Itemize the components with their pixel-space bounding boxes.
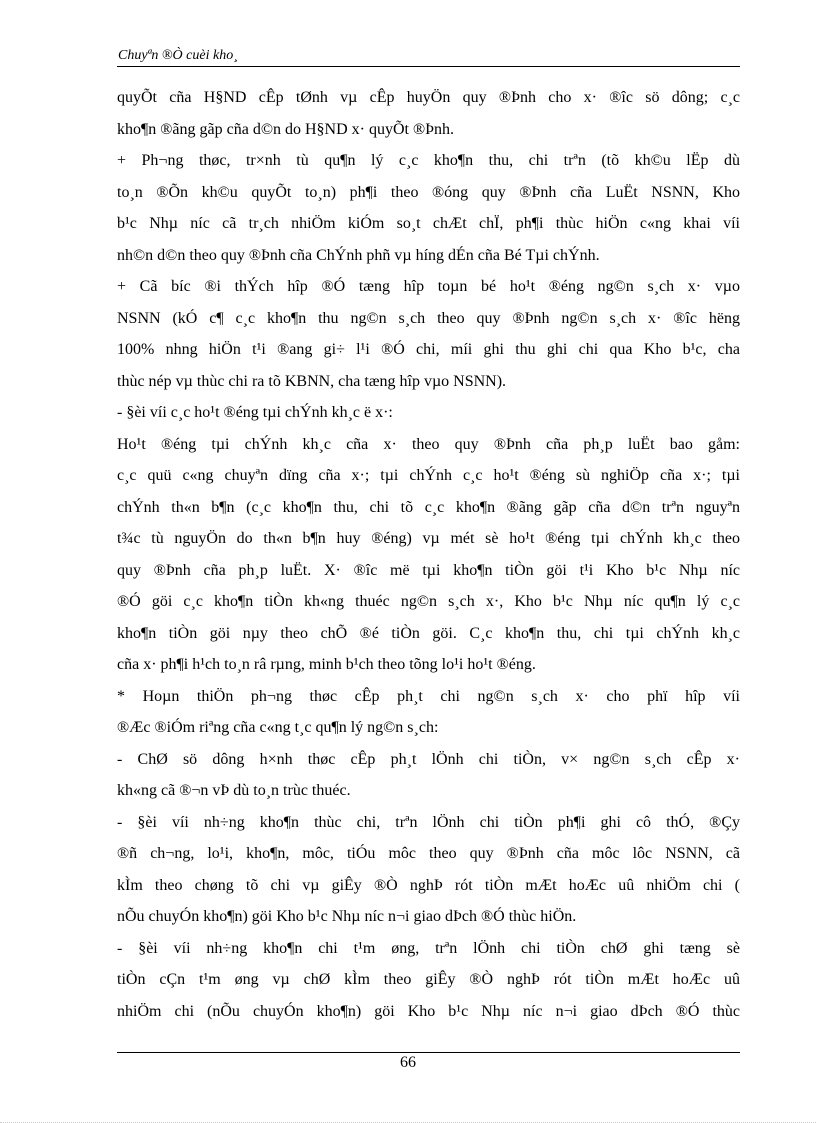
text-line: ®Ó göi c¸c kho¶n tiÒn kh«ng thuéc ng©n s¸ch x·, Kho b¹c Nhµ níc qu¶n lý c¸c <box>117 593 740 610</box>
header-rule <box>117 66 740 67</box>
text-line: quyÕt cña H§ND cÊp tØnh vµ cÊp huyÖn quy ®Þnh cho x· ®îc sö dông; c¸c <box>117 89 740 106</box>
text-line: NSNN (kÓ c¶ c¸c kho¶n thu ng©n s¸ch theo quy ®Þnh ng©n s¸ch x· ®îc hëng <box>117 309 740 327</box>
text-line: - §èi víi nh÷ng kho¶n chi t¹m øng, trªn lÖnh chi tiÒn chØ ghi tæng sè <box>117 939 740 957</box>
text-line: t¾c tù nguyÖn do th«n b¶n huy ®éng) vµ mét sè ho¹t ®éng tµi chÝnh kh¸c theo <box>117 530 740 547</box>
text-line: ®ñ ch¬ng, lo¹i, kho¶n, môc, tiÓu môc theo quy ®Þnh cña môc lôc NSNN, cã <box>117 845 740 862</box>
text-line: Ho¹t ®éng tµi chÝnh kh¸c cña x· theo quy ®Þnh cña ph¸p luËt bao gåm: <box>117 435 740 453</box>
text-line: c¸c quü c«ng chuyªn dïng cña x·; tµi chÝnh c¸c ho¹t ®éng sù nghiÖp cña x·; tµi <box>117 467 740 484</box>
running-header: Chuyªn ®Ò cuèi kho¸ <box>118 48 238 63</box>
text-line: kho¶n tiÒn göi nµy theo chÕ ®é tiÒn göi. C¸c kho¶n thu, chi tµi chÝnh kh¸c <box>117 624 740 642</box>
text-line: nh©n d©n theo quy ®Þnh cña ChÝnh phñ vµ híng dÉn cña Bé Tµi chÝnh. <box>117 246 600 264</box>
text-line: * Hoµn thiÖn ph¬ng thøc cÊp ph¸t chi ng©n s¸ch x· cho phï hîp víi <box>117 687 740 705</box>
page-number: 66 <box>400 1054 416 1071</box>
footer-rule <box>117 1052 740 1053</box>
document-body <box>117 82 740 1027</box>
text-line: kh«ng cã ®¬n vÞ dù to¸n trùc thuéc. <box>117 782 351 799</box>
text-line: thùc nép vµ thùc chi ra tõ KBNN, cha tæng hîp vµo NSNN). <box>117 372 507 390</box>
text-line: cña x· ph¶i h¹ch to¸n râ rµng, minh b¹ch theo tõng lo¹i ho¹t ®éng. <box>117 656 536 673</box>
text-line: to¸n ®Õn kh©u quyÕt to¸n) ph¶i theo ®óng quy ®Þnh cña LuËt NSNN, Kho <box>117 183 740 201</box>
text-line: b¹c Nhµ níc cã tr¸ch nhiÖm kiÓm so¸t chÆt chÏ, ph¶i thùc hiÖn c«ng khai víi <box>117 215 740 232</box>
text-line: + Cã bíc ®i thÝch hîp ®Ó tæng hîp toµn bé ho¹t ®éng ng©n s¸ch x· vµo <box>117 278 740 295</box>
text-line: kho¶n ®ãng gãp cña d©n do H§ND x· quyÕt ®Þnh. <box>117 120 455 138</box>
text-line: chÝnh th«n b¶n (c¸c kho¶n thu, chi tõ c¸c kho¶n ®ãng gãp cña d©n trªn nguyªn <box>117 498 740 516</box>
text-line: ®Æc ®iÓm riªng cña c«ng t¸c qu¶n lý ng©n s¸ch: <box>117 719 439 736</box>
text-line: - ChØ sö dông h×nh thøc cÊp ph¸t lÖnh chi tiÒn, v× ng©n s¸ch cÊp x· <box>117 750 740 768</box>
text-line: 100% nhng hiÖn t¹i ®ang gi÷ l¹i ®Ó chi, míi ghi thu ghi chi qua Kho b¹c, cha <box>117 341 740 358</box>
text-line: nÕu chuyÓn kho¶n) göi Kho b¹c Nhµ níc n¬i giao dÞch ®Ó thùc hiÖn. <box>117 908 577 925</box>
text-line: + Ph¬ng thøc, tr×nh tù qu¶n lý c¸c kho¶n thu, chi trªn (tõ kh©u lËp dù <box>117 152 740 169</box>
text-line: - §èi víi c¸c ho¹t ®éng tµi chÝnh kh¸c ë x·: <box>117 404 393 421</box>
text-line: quy ®Þnh cña ph¸p luËt. X· ®îc më tµi kho¶n tiÒn göi t¹i Kho b¹c Nhµ níc <box>117 561 740 579</box>
text-line: nhiÖm chi (nÕu chuyÓn kho¶n) göi Kho b¹c Nhµ níc n¬i giao dÞch ®Ó thùc <box>117 1002 740 1020</box>
text-line: kÌm theo chøng tõ chi vµ giÊy ®Ò nghÞ rót tiÒn mÆt hoÆc uû nhiÖm chi ( <box>117 876 740 894</box>
text-line: tiÒn cÇn t¹m øng vµ chØ kÌm theo giÊy ®Ò nghÞ rót tiÒn mÆt hoÆc uû <box>117 971 740 988</box>
text-line: - §èi víi nh÷ng kho¶n thùc chi, trªn lÖnh chi tiÒn ph¶i ghi cô thÓ, ®Çy <box>117 813 740 831</box>
